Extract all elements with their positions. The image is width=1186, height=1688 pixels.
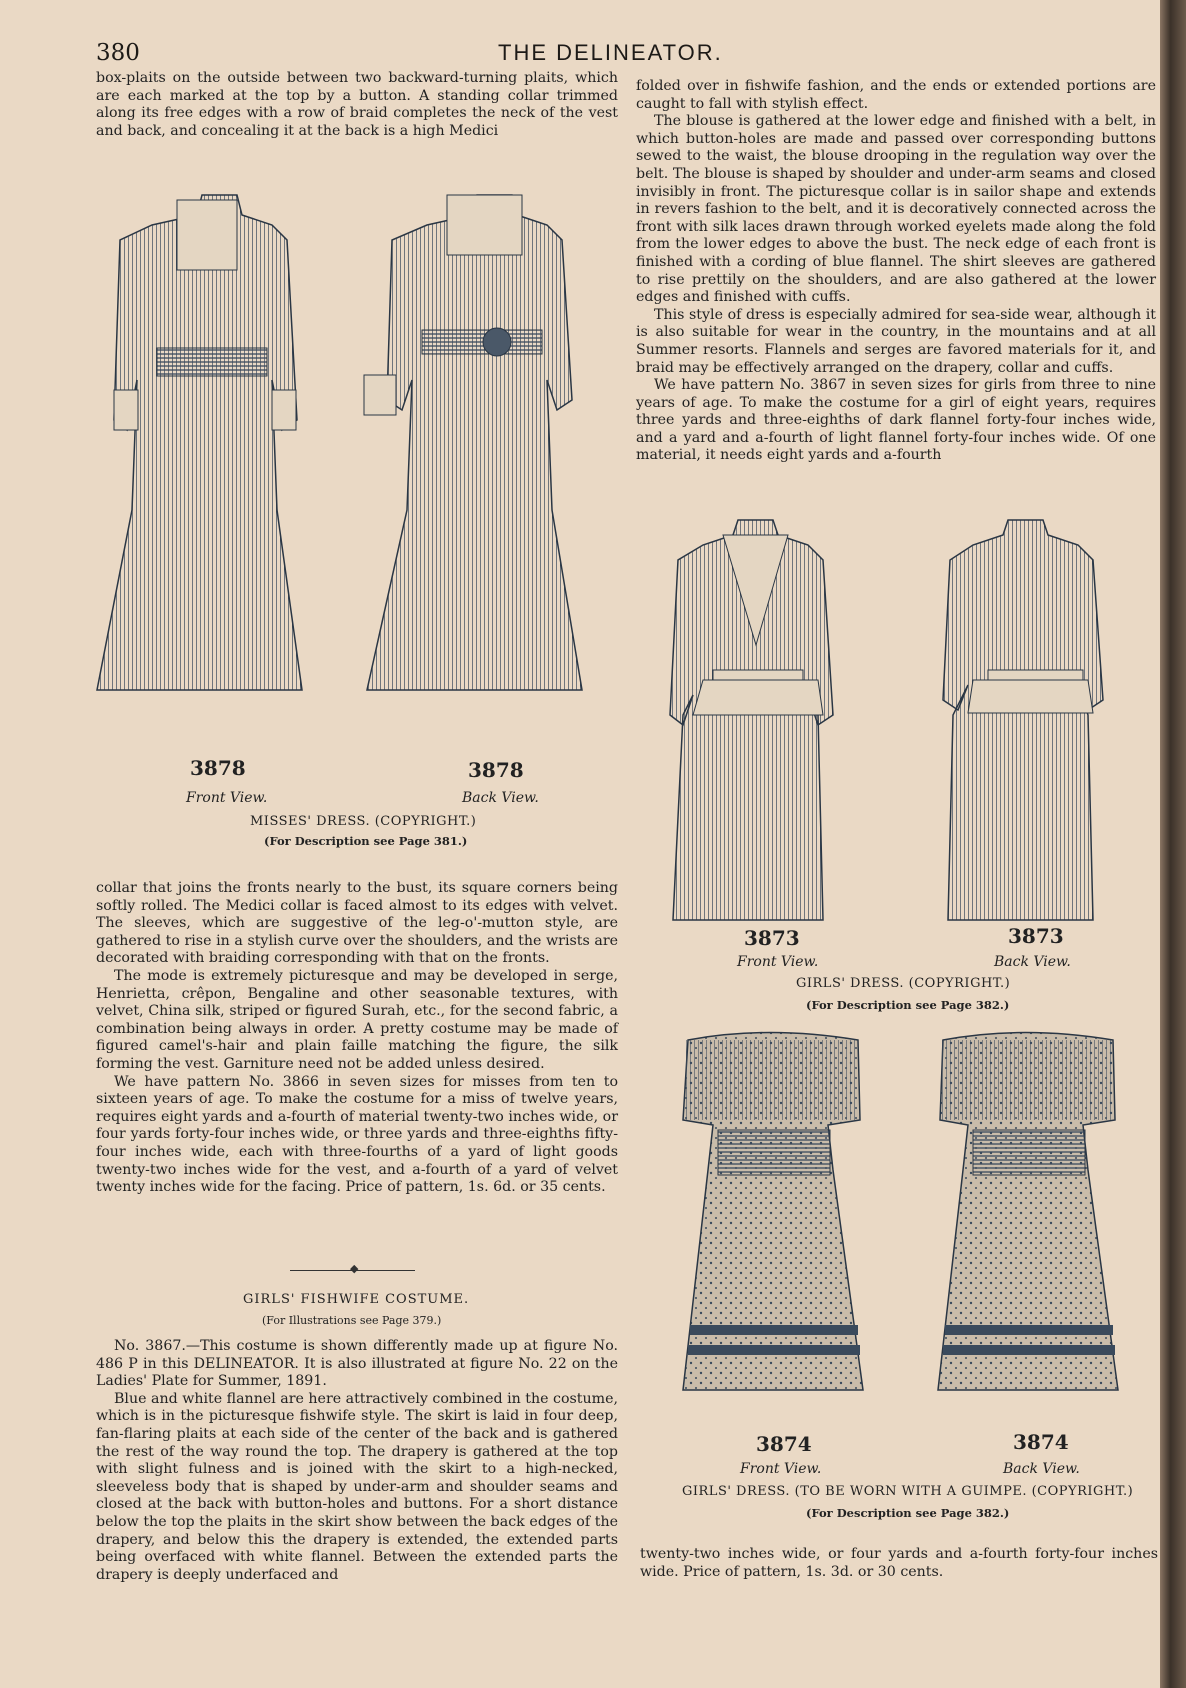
- paragraph: folded over in fishwife fashion, and the ends or extended portions are caught to fall with stylish effect.: [636, 78, 1156, 112]
- figure-number-front: 3878: [190, 756, 246, 780]
- back-view-label: Back View.: [1003, 1461, 1080, 1477]
- dress-3873-back: [943, 520, 1103, 920]
- left-bottom-text: [96, 1338, 618, 1584]
- girls-dress-3874-illustration: [678, 1030, 1148, 1440]
- dress-3874-back: [938, 1033, 1118, 1391]
- misses-dress-illustration: [92, 180, 622, 760]
- paragraph: box-plaits on the outside between two backward-turning plaits, which are each marked at the top by a button. A standing collar trimmed along its free edges with a row of braid completes the neck of the vest and back, and concealing it at the back is a high Medici: [96, 70, 618, 139]
- paragraph: The blouse is gathered at the lower edge and finished with a belt, in which button-holes are made and passed over corresponding buttons sewed to the waist, the blouse drooping in the regulation way over the belt. The blouse is shaped by shoulder and under-arm seams and closed invisibly in front. The picturesque collar is in sailor shape and extends in revers fashion to the belt, and it is decoratively connected across the front with silk laces drawn through worked eyelets made along the fold from the lower edges to above the bust. The neck edge of each front is finished with a cording of blue flannel. The shirt sleeves are gathered to rise prettily on the shoulders, and are also gathered at the lower edges and finished with cuffs.: [636, 113, 1156, 306]
- paragraph: We have pattern No. 3867 in seven sizes for girls from three to nine years of age. To make the costume for a girl of eight years, requires three yards and three-eighths of dark flannel forty-four inches wide, and a yard and a-fourth of light flannel forty-four inches wide. Of one material, it needs eight yards and a-fourth: [636, 377, 1156, 464]
- figure-number-back: 3873: [1008, 924, 1064, 948]
- section-title: GIRLS' FISHWIFE COSTUME.: [243, 1292, 470, 1307]
- figure-number-back: 3878: [468, 758, 524, 782]
- dress-3873-front: [670, 520, 833, 920]
- paragraph: The mode is extremely picturesque and may be developed in serge, Henrietta, crêpon, Bengaline and other seasonable textures, with velvet, China silk, striped or figured Surah, etc., for the second fabric, a combination being always in order. A pretty costume may be made of figured camel's-hair and plain faille matching the figure, the silk forming the vest. Garniture need not be added unless desired.: [96, 967, 618, 1072]
- front-view-label: Front View.: [740, 1461, 822, 1477]
- book-edge: [1160, 0, 1186, 1688]
- page-number: 380: [96, 40, 140, 66]
- figure-number-back: 3874: [1013, 1430, 1069, 1454]
- girls-dress-3873-illustration: [668, 515, 1128, 935]
- dress-3878-front: [97, 195, 302, 690]
- paragraph: We have pattern No. 3866 in seven sizes for misses from ten to sixteen years of age. To make the costume for a miss of twelve years, requires eight yards and a-fourth of material twenty-two inches wide, or four yards forty-four inches wide, or three yards and three-eighths fifty-four inches wide, each with three-fourths of a yard of light goods twenty-two inches wide for the vest, and a-fourth of a yard of velvet twenty inches wide for the facing. Price of pattern, 1s. 6d. or 35 cents.: [96, 1073, 618, 1196]
- paragraph: Blue and white flannel are here attractively combined in the costume, which is in the picturesque fishwife style. The skirt is laid in four deep, fan-flaring plaits at each side of the center of the back and is gathered the rest of the way round the top. The drapery is gathered at the top with slight fulness and is joined with the skirt to a high-necked, sleeveless body that is shaped by under-arm and shoulder seams and closed at the back with button-holes and buttons. For a short distance below the top the plaits in the skirt show between the back edges of the drapery, and below this the drapery is extended, the extended parts being overfaced with white flannel. Between the extended parts the drapery is deeply underfaced and: [96, 1390, 618, 1583]
- right-top-text: [636, 78, 1156, 465]
- figure-caption: GIRLS' DRESS. (TO BE WORN WITH A GUIMPE. (COPYRIGHT.): [682, 1484, 1134, 1499]
- paragraph: This style of dress is especially admired for sea-side wear, although it is also suitable for wear in the country, in the mountains and at all Summer resorts. Flannels and serges are favored materials for it, and braid may be effectively arranged on the drapery, collar and cuffs.: [636, 306, 1156, 376]
- left-top-text: [96, 70, 618, 140]
- front-view-label: Front View.: [737, 954, 819, 970]
- paragraph: collar that joins the fronts nearly to the bust, its square corners being softly rolled. The Medici collar is faced almost to its edges with velvet. The sleeves, which are suggestive of the leg-o'-mutton style, are gathered to rise in a stylish curve over the shoulders, and the wrists are decorated with braiding corresponding with that on the fronts.: [96, 880, 618, 967]
- right-bottom-text: [640, 1546, 1158, 1581]
- dress-3874-front: [683, 1033, 863, 1391]
- back-view-label: Back View.: [462, 790, 539, 806]
- dress-3878-back: [364, 195, 582, 690]
- figure-number-front: 3874: [756, 1432, 812, 1456]
- divider-ornament: ◆: [350, 1262, 359, 1275]
- figure-description-ref: (For Description see Page 381.): [264, 834, 468, 848]
- section-illustration-note: (For Illustrations see Page 379.): [262, 1314, 442, 1327]
- front-view-label: Front View.: [186, 790, 268, 806]
- back-view-label: Back View.: [994, 954, 1071, 970]
- figure-caption: GIRLS' DRESS. (COPYRIGHT.): [796, 976, 1011, 991]
- figure-description-ref: (For Description see Page 382.): [806, 998, 1010, 1012]
- paragraph: twenty-two inches wide, or four yards and a-fourth forty-four inches wide. Price of pattern, 1s. 3d. or 30 cents.: [640, 1546, 1158, 1580]
- figure-description-ref: (For Description see Page 382.): [806, 1506, 1010, 1520]
- running-title: THE DELINEATOR.: [498, 40, 723, 65]
- figure-caption: MISSES' DRESS. (COPYRIGHT.): [250, 814, 477, 829]
- figure-number-front: 3873: [744, 926, 800, 950]
- paragraph: No. 3867.—This costume is shown differently made up at figure No. 486 P in this DELINEATOR. It is also illustrated at figure No. 22 on the Ladies' Plate for Summer, 1891.: [96, 1338, 618, 1390]
- left-middle-text: [96, 880, 618, 1197]
